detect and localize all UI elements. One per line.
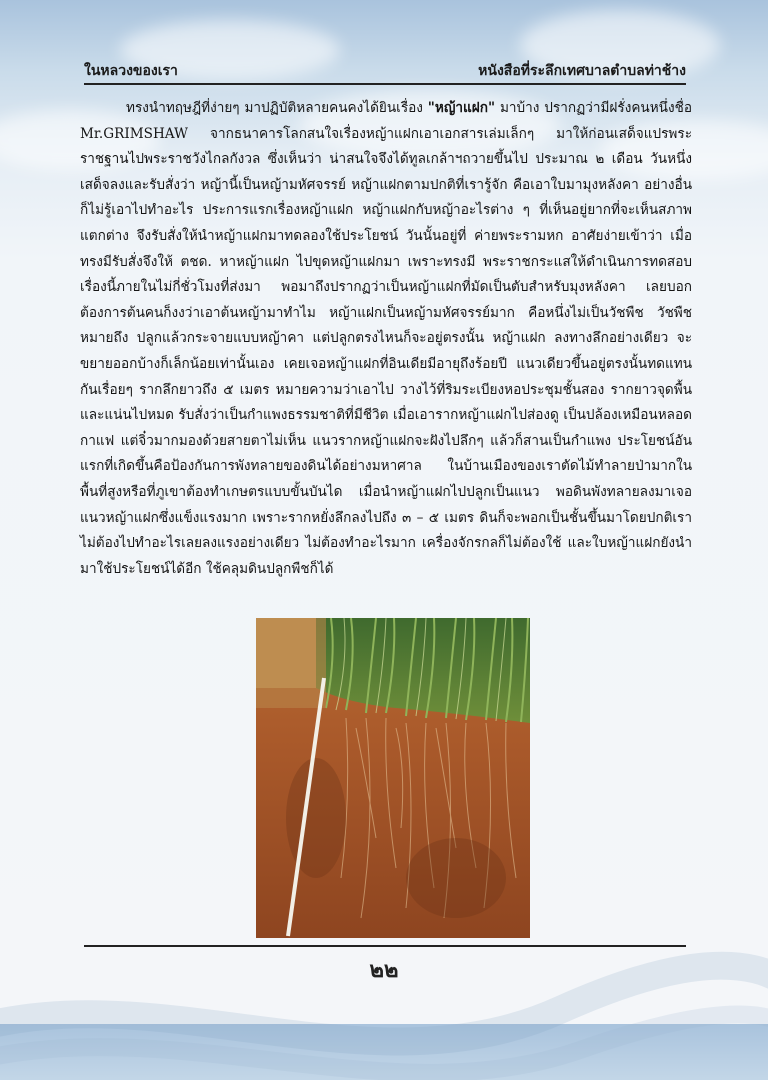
- body-text-part-2: มาบ้าง ปรากฏว่ามีฝรั่งคนหนึ่งชื่อ Mr.GRIMSHAW จากธนาคารโลกสนใจเรื่องหญ้าแฝกเอาเอกสารเล่มเล็กๆ มาให้ก่อนเสด็จแปรพระราชฐานไปพระราชวังไกลกังวล ซึ่งเห็นว่า น่าสนใจจึงได้ทูลเกล้าฯถวายขึ้นไป ประมาณ ๒ เดือน วันหนึ่งเสด็จลงและรับสั่งว่า หญ้านี้เป็นหญ้ามหัศจรรย์ หญ้าแฝกตามปกติที่เรารู้จัก คือเอาใบมามุงหลังคา อย่างอื่นก็ไม่รู้เอาไปทำอะไร ประการแรกเรื่องหญ้าแฝก หญ้าแฝกกับหญ้าอะไรต่าง ๆ ที่เห็นอยู่ยากที่จะเห็นสภาพแตกต่าง จึงรับสั่งให้นำหญ้าแฝกมาทดลองใช้ประโยชน์ วันนั้นอยู่ที่ ค่ายพระรามหก อาศัยง่ายเข้าว่า เมื่อทรงมีรับสั่งจึงให้ ตชด. หาหญ้าแฝก ไปขุดหญ้าแฝกมา เพราะทรงมี พระราชกระแสให้ดำเนินการทดสอบเรื่องนี้ภายในไม่กี่ชั่วโมงที่ส่งมา พอมาถึงปรากฏว่าเป็นหญ้าแฝกที่มัดเป็นตับสำหรับมุงหลังคา เลยบอกต้องการต้นคนก็งงว่าเอาต้นหญ้ามาทำไม หญ้าแฝกเป็นหญ้ามหัศจรรย์มาก คือหนึ่งไม่เป็นวัชพืช วัชพืชหมายถึง ปลูกแล้วกระจายแบบหญ้าคา แต่ปลูกตรงไหนก็จะอยู่ตรงนั้น หญ้าแฝก ลงทางลึกอย่างเดียว จะขยายออกบ้างก็เล็กน้อยเท่านั้นเอง เคยเจอหญ้าแฝกที่อินเดียมีอายุถึงร้อยปี แนวเดียวขึ้นอยู่ตรงนั้นทดแทนกันเรื่อยๆ รากลึกยาวถึง ๕ เมตร หมายความว่าเอาไป วางไว้ที่ริมระเบียงหอประชุมชั้นสอง รากยาวจุดพื้นและแน่นไปหมด รับสั่งว่าเป็นกำแพงธรรมชาติที่มีชีวิต เมื่อเอารากหญ้าแฝกไปส่องดู เป็นปล้องเหมือนหลอดกาแฟ แต่จิ๋วมากมองด้วยสายตาไม่เห็น แนวรากหญ้าแฝกจะฝังไปลึกๆ แล้วก็สานเป็นกำแพง ประโยชน์อันแรกที่เกิดขึ้นคือป้องกันการพังทลายของดินได้อย่างมหาศาล ในบ้านเมืองของเราตัดไม้ทำลายป่ามากในพื้นที่สูงหรือที่ภูเขาต้องทำเกษตรแบบขั้นบันได เมื่อนำหญ้าแฝกไปปลูกเป็นแนว พอดินพังทลายลงมาเจอแนวหญ้าแฝกซึ่งแข็งแรงมาก เพราะรากหยั่งลึกลงไปถึง ๓ – ๕ เมตร ดินก็จะพอกเป็นชั้นขึ้นมาโดยปกติเราไม่ต้องไปทำอะไรเลยลงแรงอย่างเดียว ไม่ต้องทำอะไรมาก เครื่องจักรกลก็ไม่ต้องใช้ และใบหญ้าแฝกยังนำมาใช้ประโยชน์ได้อีก ใช้คลุมดินปลูกพืชก็ได้: [80, 100, 692, 577]
- page-number: ๒๒: [369, 958, 399, 983]
- footer-rule: [84, 945, 686, 947]
- header-left-title: ในหลวงของเรา: [84, 63, 178, 79]
- body-paragraph: [80, 96, 692, 582]
- header-rule: [84, 83, 686, 85]
- running-header: [84, 60, 686, 82]
- body-text-part-1: ทรงนำทฤษฎีที่ง่ายๆ มาปฏิบัติหลายคนคงได้ยินเรื่อง: [126, 100, 428, 116]
- vetiver-root-photo: [256, 618, 530, 938]
- body-text-bold-term: "หญ้าแฝก": [427, 100, 496, 116]
- header-right-title: หนังสือที่ระลึกเทศบาลตำบลท่าช้าง: [478, 63, 686, 79]
